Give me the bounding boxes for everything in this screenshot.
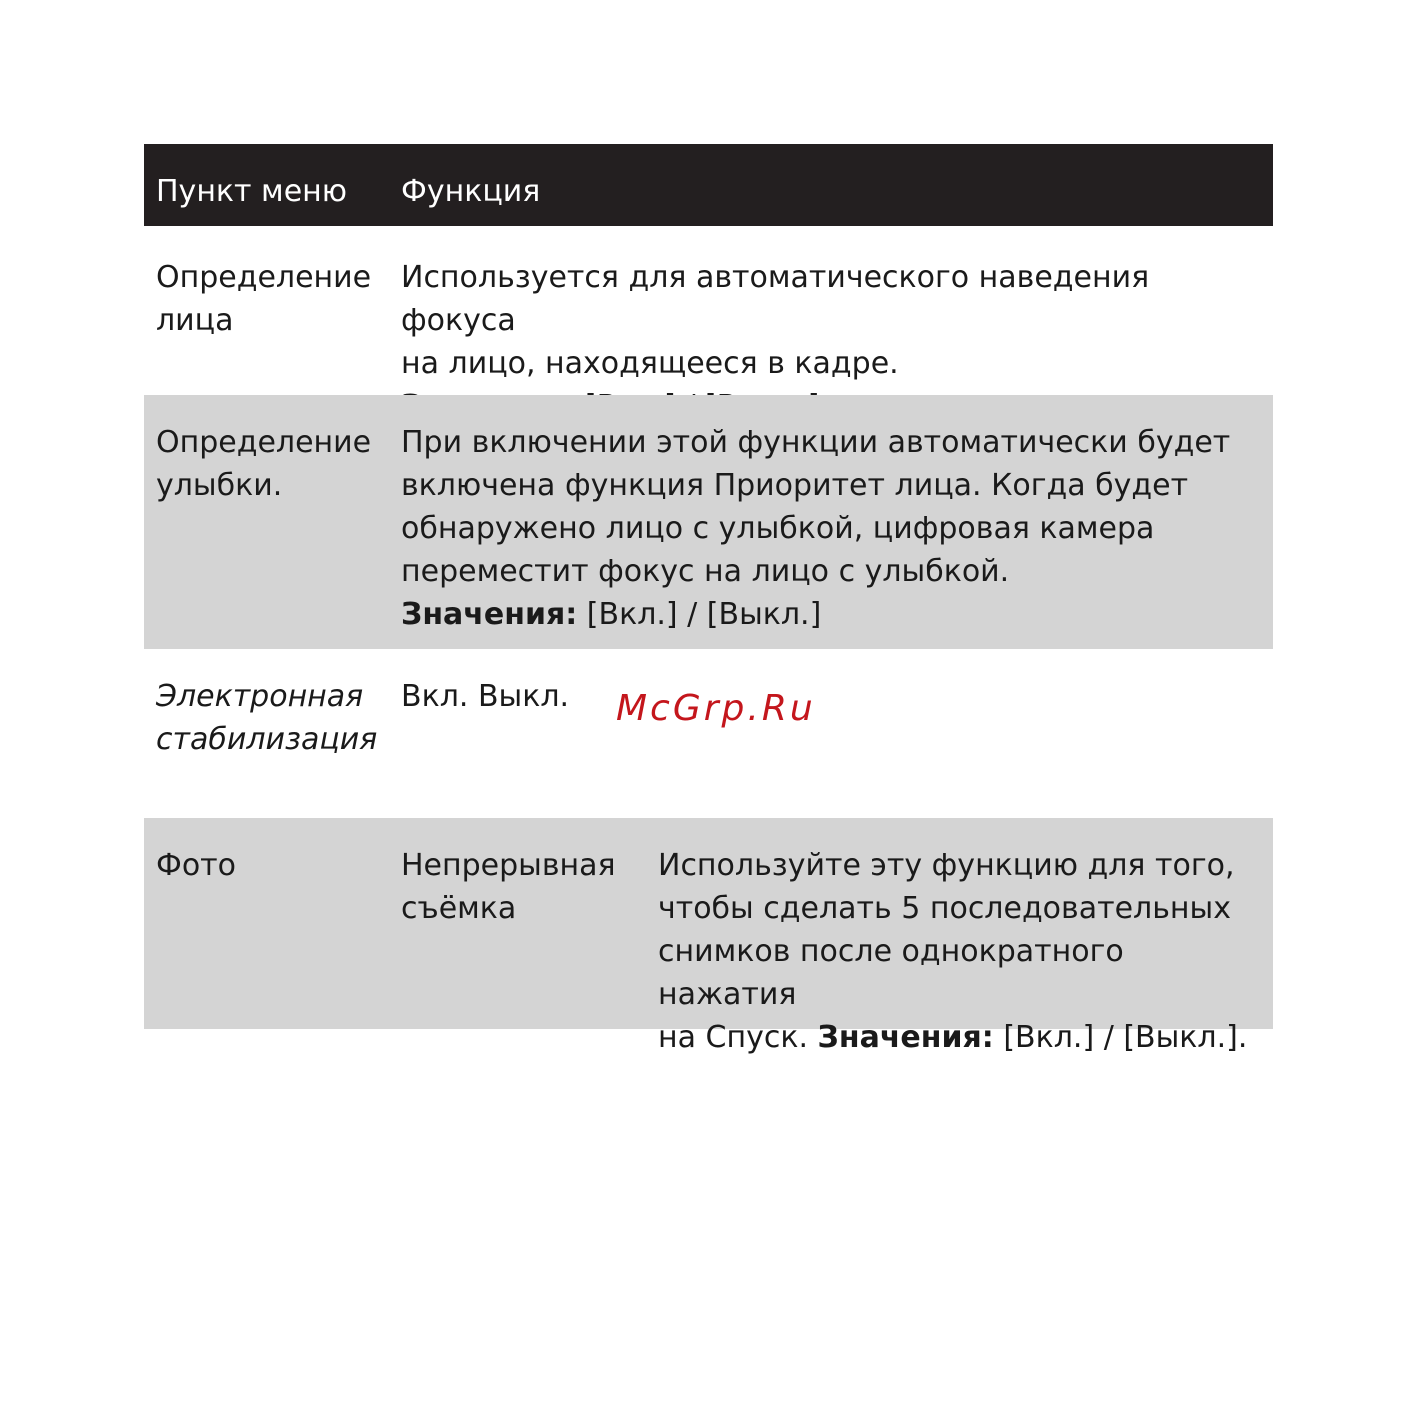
row-item-label: Определение улыбки. [156,425,372,503]
row-item-label: Электронная стабилизация [156,679,378,757]
row-item-label: Фото [156,848,237,883]
header-menu-item: Пункт меню [156,174,348,209]
values-text: [Вкл.] / [Выкл.]. [993,1020,1248,1055]
values-label: Значения: [817,1020,994,1055]
table-row-photo [144,818,1273,1055]
values-text: [Вкл.] / [Выкл.] [577,597,822,632]
row-function-description [658,844,1268,1059]
watermark-logo: McGrp.Ru [616,688,816,729]
values-label: Значения: [401,597,578,632]
function-text: Используйте эту функцию для того, чтобы сделать 5 последовательных снимков после однократного нажатия на Спуск. [658,848,1235,1055]
row-item-label: Определение лица [156,260,372,338]
header-function: Функция [401,174,541,209]
table-header [144,144,1273,226]
table-row-face-detection [144,226,1273,395]
row-function-description: Вкл. Выкл. [401,679,570,714]
row-function-description [401,421,1261,636]
function-text: При включении этой функции автоматически будет включена функция Приоритет лица. Когда будет обнаружено лицо с улыбкой, цифровая камера переместит фокус на лицо с улыбкой. [401,425,1231,589]
row-subitem-label: Непрерывная съёмка [401,848,616,926]
table-row-stabilization [144,649,1273,818]
table-row-smile-detection [144,395,1273,649]
function-text: Используется для автоматического наведения фокуса на лицо, находящееся в кадре. [401,260,1150,381]
menu-table [144,144,1273,1055]
